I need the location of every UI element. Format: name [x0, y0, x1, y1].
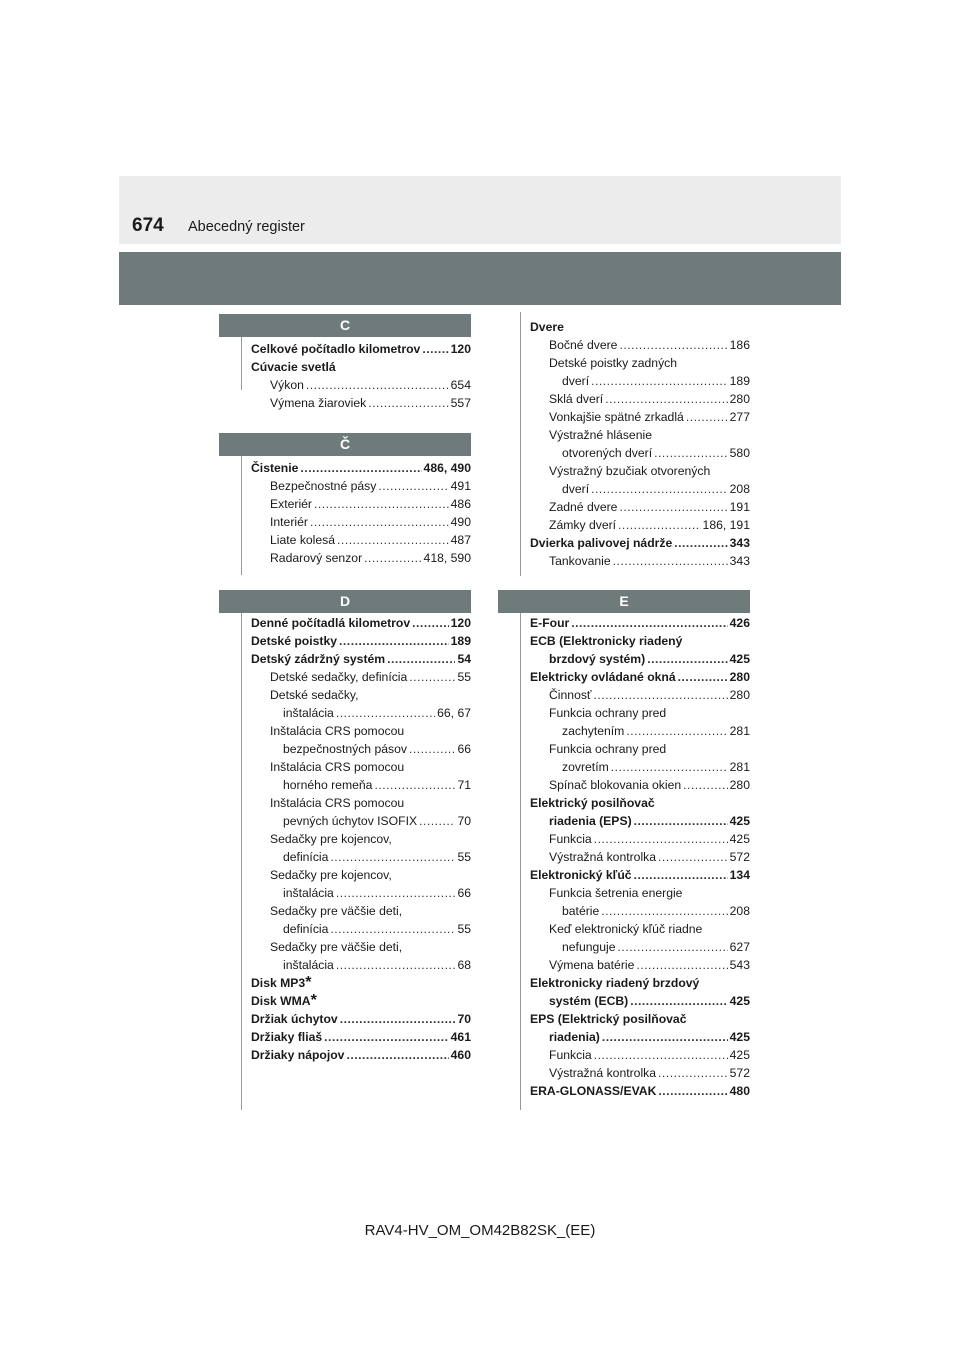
index-entry-label: Inštalácia CRS pomocou: [270, 796, 405, 810]
index-entry-label: Cúvacie svetlá: [251, 360, 336, 374]
leader-dots: [364, 549, 421, 567]
index-entry-label: Funkcia ochrany pred: [549, 742, 667, 756]
index-entry-page: 66: [457, 886, 471, 900]
index-entry-page: 54: [457, 652, 471, 666]
index-entry-label: Disk WMA: [251, 994, 311, 1008]
index-entry-label: Spínač blokovania okien: [549, 778, 682, 792]
index-entry: [530, 534, 750, 552]
index-entry: [530, 614, 750, 632]
index-entry-label: Čistenie: [251, 461, 299, 475]
index-entry: [251, 830, 471, 848]
index-entry-label: Elektrický posilňovač: [530, 796, 655, 810]
index-entry-page: 343: [729, 536, 750, 550]
leader-dots: [654, 444, 728, 462]
index-entry-label: Disk MP3: [251, 976, 306, 990]
index-entry-label: Sedačky pre väčšie deti,: [270, 904, 403, 918]
index-entry-label: Funkcia: [549, 832, 592, 846]
index-entry: [251, 884, 471, 902]
index-entry: [530, 740, 750, 758]
index-entry-page: 55: [457, 850, 471, 864]
leader-dots: [594, 1046, 728, 1064]
index-entry: [530, 776, 750, 794]
leader-dots: [336, 956, 456, 974]
index-list-d-cont: [530, 318, 750, 570]
index-entry-label: Detské poistky zadných: [549, 356, 678, 370]
index-entry-label: zachytením: [562, 724, 625, 738]
leader-dots: [339, 632, 449, 650]
index-entry: [251, 531, 471, 549]
index-entry-page: 208: [729, 482, 750, 496]
index-entry-label: Bočné dvere: [549, 338, 618, 352]
section-header-d: D: [219, 590, 471, 613]
index-entry-page: 490: [450, 515, 471, 529]
index-entry-label: riadenia): [549, 1030, 600, 1044]
index-entry: [530, 1046, 750, 1064]
index-entry: [251, 358, 471, 376]
index-entry-label: Dvierka palivovej nádrže: [530, 536, 673, 550]
index-entry: [251, 459, 471, 477]
index-entry: [251, 1046, 471, 1064]
index-entry-label: Výmena batérie: [549, 958, 635, 972]
leader-dots: [374, 776, 455, 794]
index-entry-label: Celkové počítadlo kilometrov: [251, 342, 421, 356]
index-entry-page: 280: [729, 670, 750, 684]
index-entry: [251, 513, 471, 531]
leader-dots: [571, 614, 727, 632]
index-entry: [530, 884, 750, 902]
index-entry-label: Výstražné hlásenie: [549, 428, 652, 442]
index-entry: [251, 1028, 471, 1046]
index-entry: [530, 632, 750, 650]
index-entry-label: Sedačky pre kojencov,: [270, 868, 392, 882]
index-entry-label: inštalácia: [283, 886, 334, 900]
index-entry-page: 55: [457, 670, 471, 684]
index-entry-page: 425: [729, 652, 750, 666]
index-entry-page: 343: [729, 554, 750, 568]
leader-dots: [337, 531, 449, 549]
index-entry-label: Zadné dvere: [549, 500, 618, 514]
index-entry-page: 281: [729, 760, 750, 774]
index-entry-label: Elektronický kľúč: [530, 868, 632, 882]
leader-dots: [647, 650, 727, 668]
index-entry: [530, 722, 750, 740]
leader-dots: [658, 848, 728, 866]
leader-dots: [368, 394, 448, 412]
index-entry-label: Keď elektronický kľúč riadne: [549, 922, 703, 936]
index-entry-page: 280: [729, 688, 750, 702]
index-entry-label: Činnosť: [549, 688, 592, 702]
index-entry-label: riadenia (EPS): [549, 814, 632, 828]
index-entry: [530, 516, 750, 534]
leader-dots: [340, 1010, 456, 1028]
index-entry-page: 281: [729, 724, 750, 738]
index-entry-page: 70: [457, 1012, 471, 1026]
index-entry: [530, 686, 750, 704]
index-entry-page: 186, 191: [702, 518, 750, 532]
leader-dots: [387, 650, 455, 668]
leader-dots: [336, 704, 435, 722]
index-entry: [251, 340, 471, 358]
index-entry-label: ERA-GLONASS/EVAK: [530, 1084, 657, 1098]
leader-dots: [594, 686, 728, 704]
index-entry: [530, 992, 750, 1010]
index-entry: [530, 426, 750, 444]
index-entry: Disk MP3 *: [251, 974, 312, 991]
index-entry-page: 71: [457, 778, 471, 792]
section-header-c-caron: Č: [219, 433, 471, 456]
index-entry-page: 425: [729, 814, 750, 828]
index-list-c-caron: [251, 459, 471, 567]
index-entry: [251, 1010, 471, 1028]
leader-dots: [626, 722, 727, 740]
index-list-c: [251, 340, 471, 412]
index-entry-page: 486: [450, 497, 471, 511]
leader-dots: [336, 884, 456, 902]
index-entry: [251, 704, 471, 722]
index-entry: [530, 920, 750, 938]
index-entry-label: inštalácia: [283, 706, 334, 720]
index-entry: [530, 552, 750, 570]
index-entry: [251, 376, 471, 394]
leader-dots: [378, 477, 448, 495]
index-entry: [251, 758, 471, 776]
leader-dots: [658, 1082, 727, 1100]
index-entry: [530, 668, 750, 686]
index-entry: Disk WMA *: [251, 992, 317, 1009]
leader-dots: [605, 390, 727, 408]
index-entry: [530, 408, 750, 426]
index-entry-page: 654: [450, 378, 471, 392]
index-entry-page: 191: [729, 500, 750, 514]
leader-dots: [658, 1064, 728, 1082]
leader-dots: [618, 938, 728, 956]
index-entry-label: Výstražná kontrolka: [549, 850, 657, 864]
index-entry-label: Sedačky pre väčšie deti,: [270, 940, 403, 954]
index-entry: [530, 902, 750, 920]
index-entry: [530, 390, 750, 408]
index-entry-page: 627: [729, 940, 750, 954]
index-entry-label: definícia: [283, 922, 329, 936]
index-entry: [251, 794, 471, 812]
index-entry-label: Detské sedačky, definícia: [270, 670, 408, 684]
index-entry-page: 418, 590: [423, 551, 471, 565]
leader-dots: [618, 516, 701, 534]
page-title: Abecedný register: [188, 219, 305, 235]
index-entry-page: 425: [729, 1030, 750, 1044]
leader-dots: [686, 408, 728, 426]
index-entry-label: Sedačky pre kojencov,: [270, 832, 392, 846]
index-entry-label: Inštalácia CRS pomocou: [270, 760, 405, 774]
section-header-e: E: [498, 590, 750, 613]
index-entry-page: 425: [729, 994, 750, 1008]
leader-dots: [324, 1028, 449, 1046]
leader-dots: [419, 812, 455, 830]
page-number: 674: [132, 215, 164, 236]
index-entry-page: 572: [729, 850, 750, 864]
leader-dots: [602, 1028, 728, 1046]
index-entry: [251, 477, 471, 495]
index-entry: [251, 632, 471, 650]
index-entry-label: Výmena žiaroviek: [270, 396, 367, 410]
index-entry-page: 557: [450, 396, 471, 410]
index-entry: [530, 758, 750, 776]
index-entry-label: Sklá dverí: [549, 392, 604, 406]
leader-dots: [601, 902, 727, 920]
index-entry-label: Detské poistky: [251, 634, 338, 648]
index-entry: [251, 776, 471, 794]
index-entry-label: Denné počítadlá kilometrov: [251, 616, 411, 630]
leader-dots: [634, 812, 728, 830]
index-entry: [251, 902, 471, 920]
index-entry-page: 186: [729, 338, 750, 352]
index-entry: [251, 668, 471, 686]
leader-dots: [306, 376, 449, 394]
index-entry: [251, 848, 471, 866]
right-column-rule: [520, 312, 521, 576]
leader-dots: [591, 480, 728, 498]
index-entry-page: 208: [729, 904, 750, 918]
index-entry: [530, 498, 750, 516]
index-entry-label: Bezpečnostné pásy: [270, 479, 377, 493]
leader-dots: [636, 956, 727, 974]
index-entry-page: 487: [450, 533, 471, 547]
leader-dots: [630, 992, 727, 1010]
index-entry-page: 425: [729, 832, 750, 846]
index-entry: [530, 318, 750, 336]
index-entry-label: dverí: [562, 374, 590, 388]
index-entry: [530, 354, 750, 372]
index-entry-label: otvorených dverí: [562, 446, 653, 460]
leader-dots: [634, 866, 728, 884]
leader-dots: [330, 920, 455, 938]
index-entry-label: Držiak úchytov: [251, 1012, 338, 1026]
index-entry-label: Elektricky ovládané okná: [530, 670, 676, 684]
index-entry: [530, 848, 750, 866]
leader-dots: [619, 498, 727, 516]
index-entry: [530, 956, 750, 974]
index-list-e: [530, 614, 750, 1100]
leader-dots: [422, 340, 448, 358]
left-column-rule: [241, 336, 242, 390]
index-entry: [530, 1010, 750, 1028]
index-entry-page: 486, 490: [423, 461, 471, 475]
leader-dots: [409, 740, 455, 758]
index-list-d: [251, 614, 471, 1064]
index-entry-page: 134: [729, 868, 750, 882]
index-entry-label: zovretím: [562, 760, 609, 774]
index-entry-label: horného remeňa: [283, 778, 373, 792]
leader-dots: [310, 513, 449, 531]
leader-dots: [300, 459, 421, 477]
leader-dots: [594, 830, 728, 848]
leader-dots: [683, 776, 728, 794]
index-entry: [530, 462, 750, 480]
index-entry-label: pevných úchytov ISOFIX: [283, 814, 418, 828]
index-entry-page: 572: [729, 1066, 750, 1080]
leader-dots: [412, 614, 449, 632]
index-entry-label: Detské sedačky,: [270, 688, 359, 702]
index-entry-page: 189: [450, 634, 471, 648]
index-entry: [251, 549, 471, 567]
index-entry-page: 580: [729, 446, 750, 460]
index-entry-page: 460: [450, 1048, 471, 1062]
index-entry-label: bezpečnostných pásov: [283, 742, 407, 756]
index-entry-page: 480: [729, 1084, 750, 1098]
index-entry-label: Držiaky fliaš: [251, 1030, 323, 1044]
index-entry: [530, 830, 750, 848]
chapter-band: [119, 252, 841, 305]
index-entry: [530, 794, 750, 812]
right-column-rule: [520, 612, 521, 1110]
index-entry: [530, 1028, 750, 1046]
index-entry-label: Liate kolesá: [270, 533, 336, 547]
index-entry-page: 55: [457, 922, 471, 936]
index-entry-label: Inštalácia CRS pomocou: [270, 724, 405, 738]
index-entry: [251, 686, 471, 704]
index-entry: [530, 1064, 750, 1082]
index-entry: [251, 394, 471, 412]
index-entry-page: 425: [729, 1048, 750, 1062]
index-entry-page: 280: [729, 778, 750, 792]
index-entry-page: 277: [729, 410, 750, 424]
index-entry-label: Exteriér: [270, 497, 312, 511]
index-entry-label: Výkon: [270, 378, 304, 392]
index-entry-label: E-Four: [530, 616, 570, 630]
index-entry-label: brzdový systém): [549, 652, 646, 666]
index-entry-label: Elektronicky riadený brzdový: [530, 976, 700, 990]
index-entry-label: Funkcia: [549, 1048, 592, 1062]
index-entry-label: ECB (Elektronicky riadený: [530, 634, 683, 648]
index-entry-page: 70: [457, 814, 471, 828]
index-entry-label: Tankovanie: [549, 554, 611, 568]
index-entry-label: Dvere: [530, 320, 564, 334]
index-entry: [530, 480, 750, 498]
index-entry-page: 491: [450, 479, 471, 493]
leader-dots: [409, 668, 455, 686]
index-entry-label: definícia: [283, 850, 329, 864]
leader-dots: [611, 758, 728, 776]
index-entry-label: Zámky dverí: [549, 518, 617, 532]
index-entry-label: dverí: [562, 482, 590, 496]
index-entry-label: Detský zádržný systém: [251, 652, 386, 666]
index-entry: [530, 336, 750, 354]
index-entry: [530, 938, 750, 956]
index-entry: [251, 740, 471, 758]
index-entry-page: 280: [729, 392, 750, 406]
left-column-rule: [241, 612, 242, 1110]
leader-dots: [591, 372, 728, 390]
index-entry-page: 461: [450, 1030, 471, 1044]
index-entry: [530, 650, 750, 668]
index-entry-label: Interiér: [270, 515, 308, 529]
index-entry-label: inštalácia: [283, 958, 334, 972]
index-entry: [251, 722, 471, 740]
leader-dots: [678, 668, 728, 686]
index-entry-page: 66, 67: [437, 706, 471, 720]
index-entry: [251, 812, 471, 830]
index-entry-label: Funkcia šetrenia energie: [549, 886, 683, 900]
index-entry-page: 66: [457, 742, 471, 756]
leader-dots: [674, 534, 727, 552]
index-entry-page: 426: [729, 616, 750, 630]
index-entry-page: 68: [457, 958, 471, 972]
index-entry-label: systém (ECB): [549, 994, 629, 1008]
index-entry: [251, 495, 471, 513]
leader-dots: [330, 848, 455, 866]
left-column-rule: [241, 455, 242, 575]
index-entry: [251, 650, 471, 668]
leader-dots: [613, 552, 728, 570]
index-entry: [530, 1082, 750, 1100]
index-entry-page: 543: [729, 958, 750, 972]
index-entry: [251, 614, 471, 632]
index-entry-label: Držiaky nápojov: [251, 1048, 345, 1062]
leader-dots: [314, 495, 449, 513]
index-entry: [530, 372, 750, 390]
index-entry-label: nefunguje: [562, 940, 616, 954]
index-entry-label: EPS (Elektrický posilňovač: [530, 1012, 687, 1026]
index-entry: [530, 444, 750, 462]
index-entry: [251, 866, 471, 884]
index-entry-label: batérie: [562, 904, 600, 918]
index-entry-page: 189: [729, 374, 750, 388]
footer-code: RAV4-HV_OM_OM42B82SK_(EE): [364, 1222, 596, 1239]
leader-dots: [346, 1046, 448, 1064]
index-entry: [530, 704, 750, 722]
index-entry-label: Výstražný bzučiak otvorených: [549, 464, 711, 478]
index-entry-label: Výstražná kontrolka: [549, 1066, 657, 1080]
index-entry: [251, 920, 471, 938]
index-entry-page: 120: [450, 616, 471, 630]
index-entry-label: Funkcia ochrany pred: [549, 706, 667, 720]
index-entry: [251, 938, 471, 956]
leader-dots: [619, 336, 727, 354]
index-entry-label: Radarový senzor: [270, 551, 363, 565]
index-entry-label: Vonkajšie spätné zrkadlá: [549, 410, 684, 424]
index-entry: [251, 956, 471, 974]
section-header-c: C: [219, 314, 471, 337]
index-entry-page: 120: [450, 342, 471, 356]
index-entry: [530, 974, 750, 992]
index-entry: [530, 866, 750, 884]
index-entry: [530, 812, 750, 830]
